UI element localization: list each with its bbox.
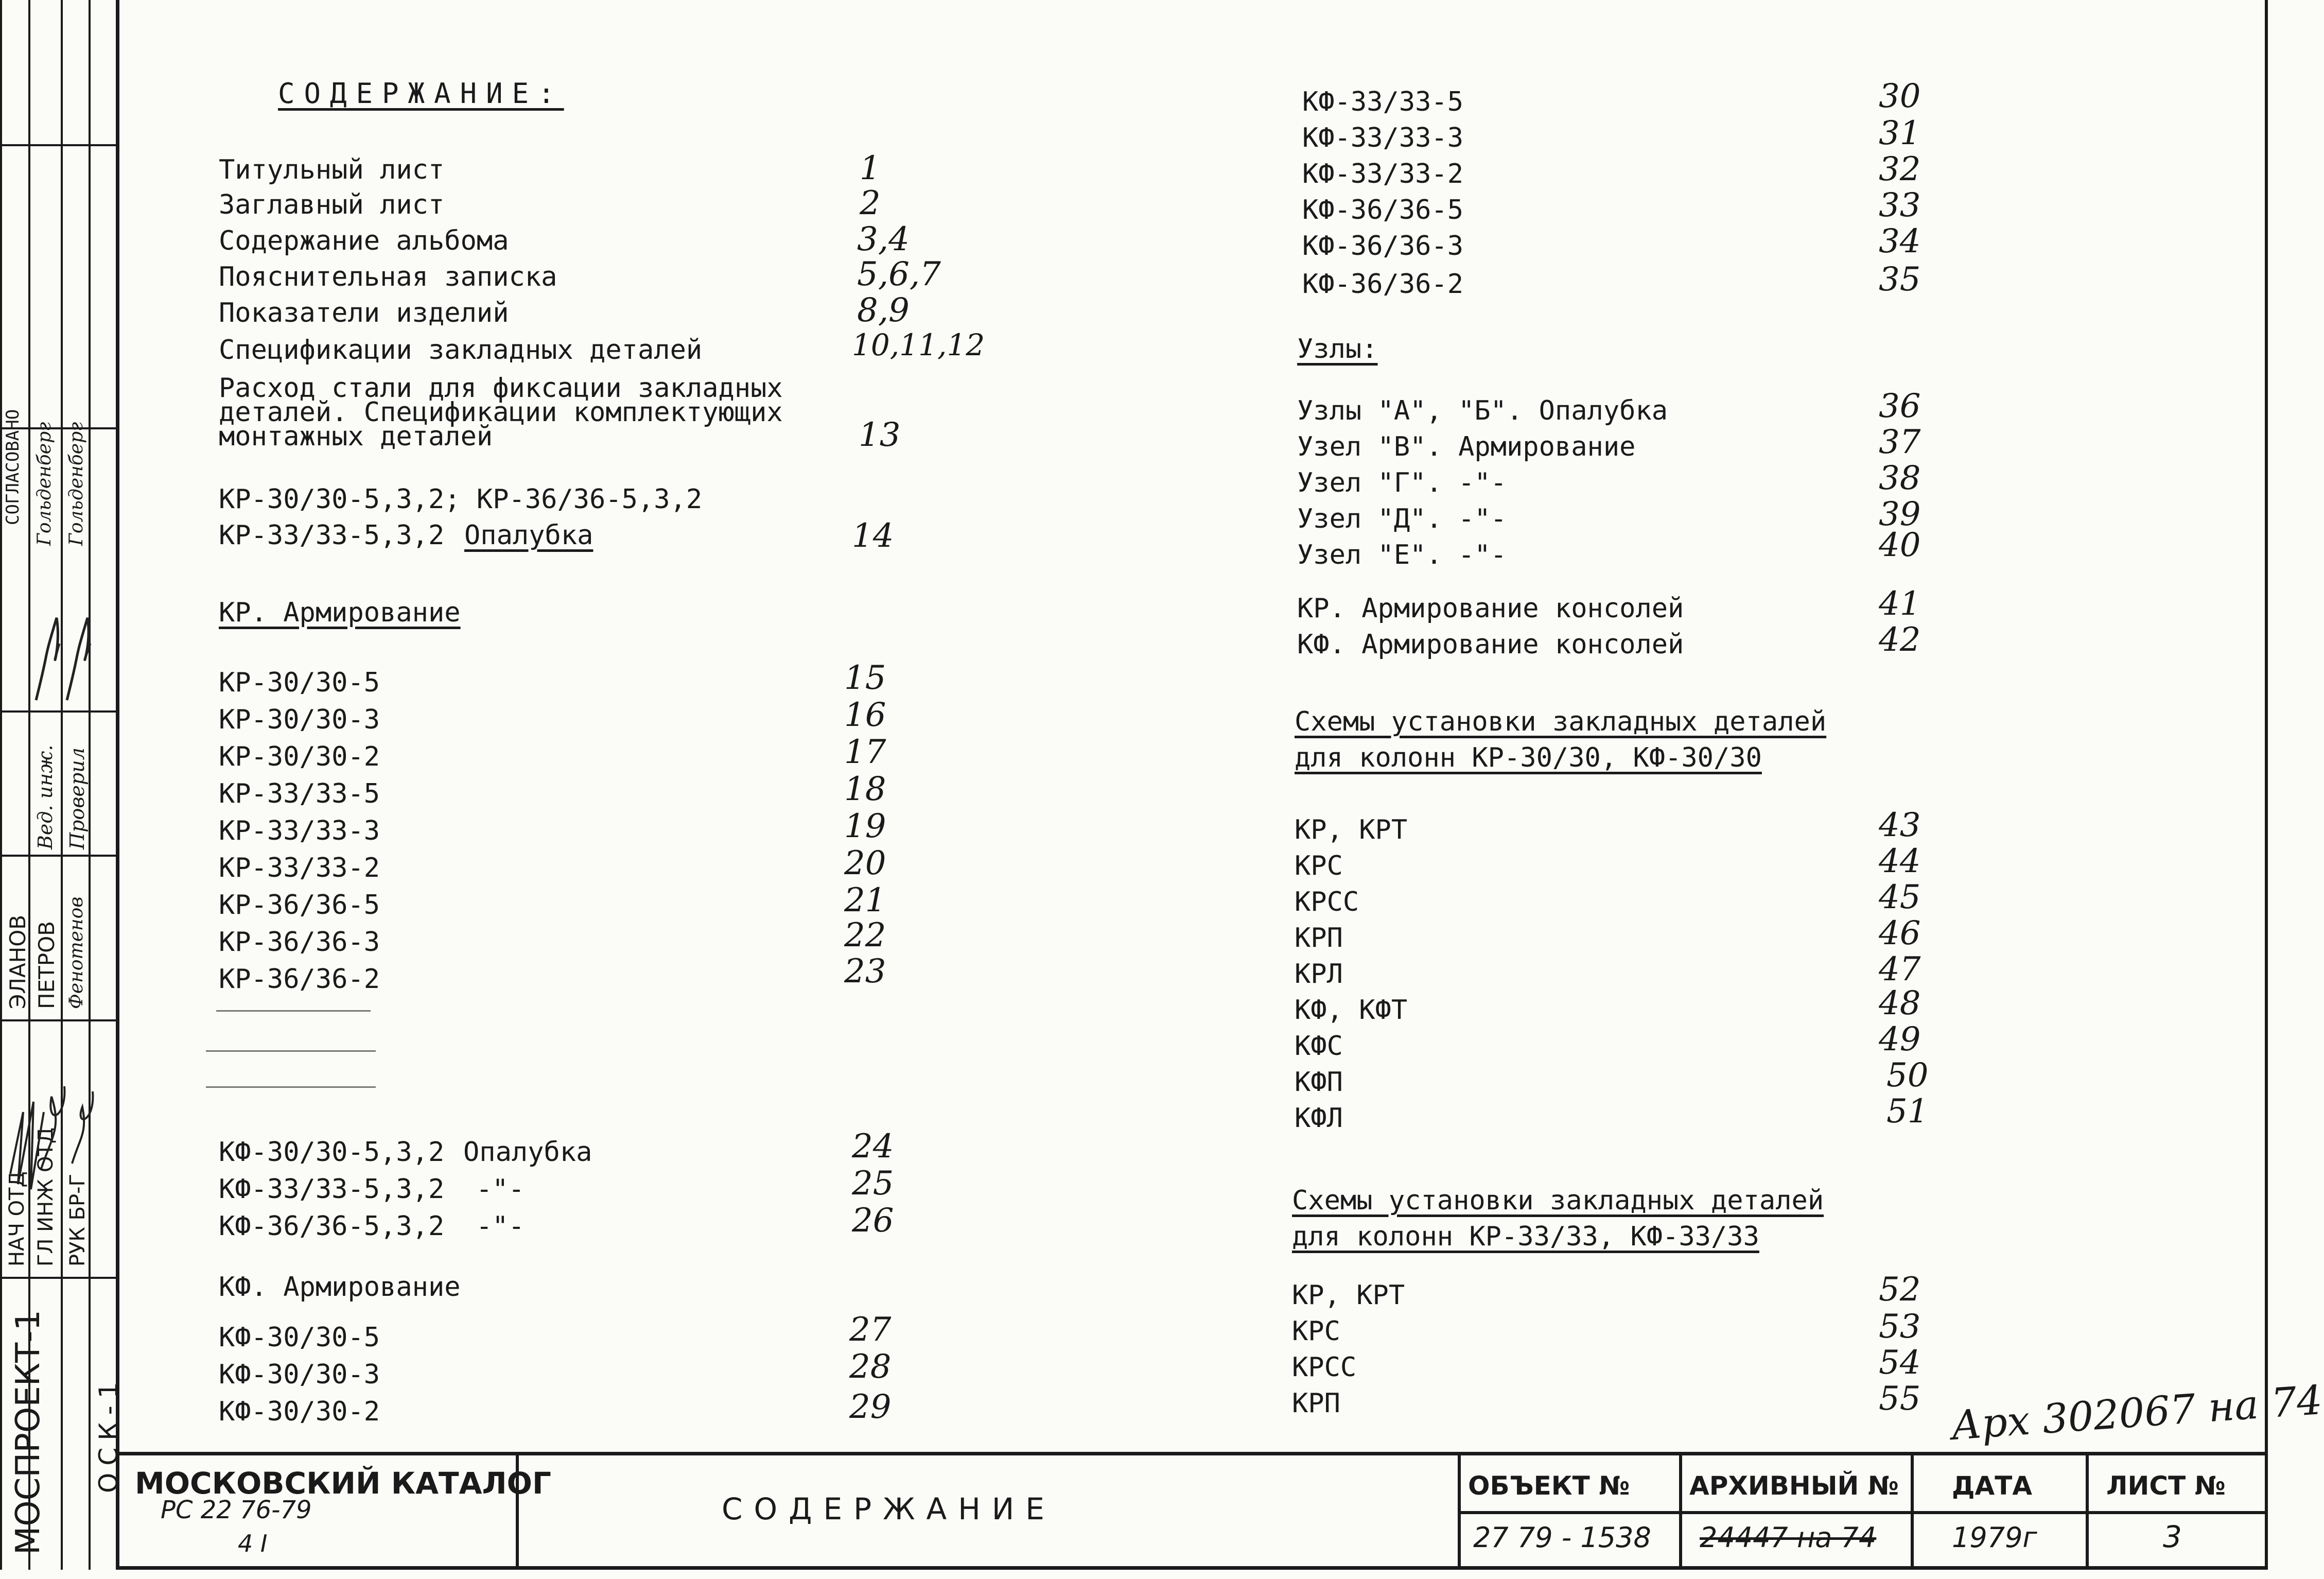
toc-page: 13 [859, 416, 901, 454]
toc-page: 23 [844, 952, 886, 991]
toc-entry: КФ. Армирование консолей [1297, 629, 1684, 660]
toc-entry: КФ-33/33-5 [1302, 86, 1464, 117]
toc-page: 21 [844, 881, 886, 919]
toc-page: 49 [1879, 1020, 1921, 1059]
toc-page: 50 [1886, 1056, 1929, 1095]
toc-page: 52 [1879, 1271, 1921, 1309]
toc-page: 33 [1879, 186, 1921, 224]
sheet-title: СОДЕРЖАНИЕ [722, 1491, 1056, 1526]
sheet-number-label: ЛИСТ № [2106, 1471, 2226, 1501]
toc-entry: КФ-30/30-3 [219, 1359, 380, 1390]
toc-page: 45 [1879, 878, 1921, 916]
toc-entry: КФ-33/33-2 [1302, 159, 1464, 189]
toc-entry: КР-36/36-2 [219, 964, 380, 995]
name-fenotenov: Фенотенов [66, 896, 87, 1009]
archive-label: АРХИВНЫЙ № [1689, 1471, 1899, 1501]
toc-page: 27 [849, 1311, 892, 1349]
toc-entry: КР. Армирование консолей [1297, 593, 1684, 624]
toc-page: 36 [1879, 387, 1921, 425]
toc-page: 47 [1879, 950, 1921, 988]
toc-entry: Узел "Е". -"- [1297, 540, 1507, 570]
toc-page: 15 [844, 659, 886, 697]
object-value: 27 79 - 1538 [1473, 1521, 1651, 1554]
struck-line [206, 1050, 376, 1052]
role-brigade: РУК БР-Г [66, 1174, 90, 1266]
section-heading: для колонн КР-30/30, КФ-30/30 [1295, 742, 1762, 773]
date-label: ДАТА [1952, 1471, 2033, 1501]
toc-page: 43 [1879, 806, 1921, 844]
toc-page: 54 [1879, 1344, 1921, 1382]
toc-entry-line: деталей. Спецификации комплектующих [219, 397, 783, 428]
toc-page: 42 [1879, 621, 1921, 659]
toc-entry: Узел "Г". -"- [1297, 467, 1507, 498]
section-heading: КФ. Армирование [219, 1272, 461, 1303]
toc-page: 34 [1879, 222, 1921, 261]
page-title: СОДЕРЖАНИЕ: [278, 77, 564, 110]
signature-scribbles [0, 0, 116, 1570]
toc-page: 39 [1879, 495, 1921, 533]
toc-page: 40 [1879, 526, 1921, 564]
section-heading: Схемы установки закладных деталей [1292, 1185, 1824, 1216]
toc-entry: КР-36/36-5 [219, 890, 380, 921]
toc-entry: КФ-30/30-5 [219, 1322, 380, 1353]
toc-entry: Заглавный лист [219, 189, 445, 220]
toc-page: 29 [849, 1388, 892, 1426]
toc-entry: Титульный лист [219, 154, 445, 185]
toc-entry: Пояснительная записка [219, 262, 557, 292]
toc-entry: КФ-36/36-2 [1302, 269, 1464, 300]
toc-page: 20 [844, 844, 886, 882]
catalog-volume: 4 I [238, 1530, 268, 1557]
section-heading: Узлы: [1297, 334, 1378, 365]
toc-entry: Спецификации закладных деталей [219, 335, 703, 366]
toc-entry: КФ-33/33-3 [1302, 123, 1464, 153]
toc-entry: КР, КРТ [1292, 1280, 1405, 1311]
toc-page: 38 [1879, 459, 1921, 497]
toc-entry: КР-30/30-5 [219, 667, 380, 698]
toc-page: 30 [1879, 77, 1921, 115]
toc-entry: КФ-36/36-3 [1302, 231, 1464, 262]
object-label: ОБЪЕКТ № [1468, 1471, 1630, 1501]
toc-page: 32 [1879, 150, 1921, 188]
toc-entry: КФП [1295, 1067, 1343, 1098]
toc-entry: КР-30/30-5,3,2; КР-36/36-5,3,2 [219, 484, 703, 515]
toc-page: 24 [852, 1127, 894, 1166]
registry-label: Вед. инж. [34, 744, 57, 849]
toc-entry: КРП [1295, 923, 1343, 953]
sheet-number-value: 3 [2163, 1519, 2182, 1554]
toc-page: 51 [1886, 1092, 1929, 1131]
toc-page: 16 [844, 696, 886, 734]
toc-entry-line: монтажных деталей [219, 421, 493, 452]
toc-page: 17 [844, 733, 886, 771]
section-heading: для колонн КР-33/33, КФ-33/33 [1292, 1221, 1759, 1252]
toc-entry: Содержание альбома [219, 225, 509, 256]
toc-entry-suffix: -"- [476, 1174, 525, 1205]
approved-label: СОГЛАСОВАНО [3, 409, 23, 525]
toc-entry: КФ-30/30-5,3,2 [219, 1137, 445, 1168]
toc-page: 3,4 [857, 220, 910, 258]
catalog-code: РС 22 76-79 [161, 1496, 312, 1524]
archive-value: 24447 на 74 [1700, 1521, 1877, 1554]
archive-note: Арх 302067 на 74 [1949, 1377, 2324, 1450]
toc-page: 5,6,7 [857, 255, 941, 293]
toc-entry: КР-30/30-2 [219, 741, 380, 772]
toc-page: 26 [852, 1202, 894, 1240]
toc-entry: КФ-36/36-5,3,2 [219, 1211, 445, 1242]
toc-entry: КФ, КФТ [1295, 995, 1408, 1026]
toc-entry: Узел "В". Армирование [1297, 431, 1636, 462]
toc-page: 10,11,12 [852, 327, 985, 362]
toc-page: 37 [1879, 423, 1921, 461]
role-head: НАЧ ОТД [5, 1171, 29, 1266]
struck-line [216, 1010, 371, 1012]
toc-entry: КР-33/33-5 [219, 778, 380, 809]
toc-page: 55 [1879, 1380, 1921, 1418]
toc-entry: КФ-36/36-5 [1302, 195, 1464, 225]
struck-line [206, 1086, 376, 1088]
toc-page: 35 [1879, 261, 1921, 299]
toc-entry: КРС [1295, 851, 1343, 881]
toc-page: 1 [860, 149, 881, 187]
toc-page: 53 [1879, 1308, 1921, 1346]
toc-entry: Узлы "А", "Б". Опалубка [1297, 395, 1668, 426]
toc-page: 31 [1879, 114, 1921, 152]
toc-entry: Узел "Д". -"- [1297, 504, 1507, 534]
toc-entry: КР-33/33-2 [219, 853, 380, 883]
toc-page: 41 [1879, 585, 1921, 623]
checked-label: Проверил [66, 748, 89, 849]
date-value: 1979г [1952, 1521, 2037, 1554]
toc-page: 2 [860, 184, 881, 222]
toc-page: 14 [852, 517, 894, 555]
name-petrov: ПЕТРОВ [34, 921, 59, 1009]
name-elanov: ЭЛАНОВ [5, 914, 30, 1009]
role-chief-engineer: ГЛ ИНЖ ОТД [34, 1127, 58, 1266]
signature-2: Гольденберг [66, 422, 87, 546]
toc-entry: КР, КРТ [1295, 814, 1408, 845]
toc-page: 46 [1879, 914, 1921, 952]
catalog-code: ОСК-1 [94, 1375, 124, 1493]
toc-entry: КФ-30/30-2 [219, 1396, 380, 1427]
toc-entry: КФЛ [1295, 1103, 1343, 1134]
toc-entry: КРСС [1292, 1352, 1357, 1383]
toc-page: 22 [844, 916, 886, 955]
toc-entry-line: Расход стали для фиксации закладных [219, 373, 783, 404]
toc-page: 18 [844, 770, 886, 808]
signature-1: Гольденберг [34, 422, 55, 546]
toc-entry-suffix: -"- [476, 1211, 525, 1242]
catalog-name: МОСКОВСКИЙ КАТАЛОГ [135, 1466, 551, 1501]
section-heading: Схемы установки закладных деталей [1295, 706, 1827, 737]
section-heading: КР. Армирование [219, 597, 461, 628]
toc-entry: КРП [1292, 1388, 1340, 1419]
toc-entry: КР-33/33-3 [219, 815, 380, 846]
toc-page: 48 [1879, 984, 1921, 1022]
toc-entry: КР-33/33-5,3,2 [219, 520, 445, 551]
title-block [119, 1452, 2265, 1570]
toc-entry: КРС [1292, 1316, 1340, 1347]
org-name: МОСПРОЕКТ-1 [9, 1309, 47, 1555]
toc-page: 19 [844, 807, 886, 845]
toc-page: 8,9 [857, 291, 910, 329]
toc-entry: КФС [1295, 1031, 1343, 1062]
toc-entry: КРСС [1295, 887, 1359, 917]
toc-entry: КР-36/36-3 [219, 927, 380, 958]
toc-entry: Показатели изделий [219, 298, 509, 328]
toc-page: 28 [849, 1348, 892, 1386]
toc-page: 25 [852, 1165, 894, 1203]
toc-page: 44 [1879, 842, 1921, 880]
toc-entry-suffix: Опалубка [463, 1137, 592, 1168]
toc-entry-suffix: Опалубка [464, 520, 593, 551]
toc-entry: КР-30/30-3 [219, 704, 380, 735]
approval-margin [0, 0, 124, 1570]
toc-entry: КРЛ [1295, 959, 1343, 990]
toc-entry: КФ-33/33-5,3,2 [219, 1174, 445, 1205]
